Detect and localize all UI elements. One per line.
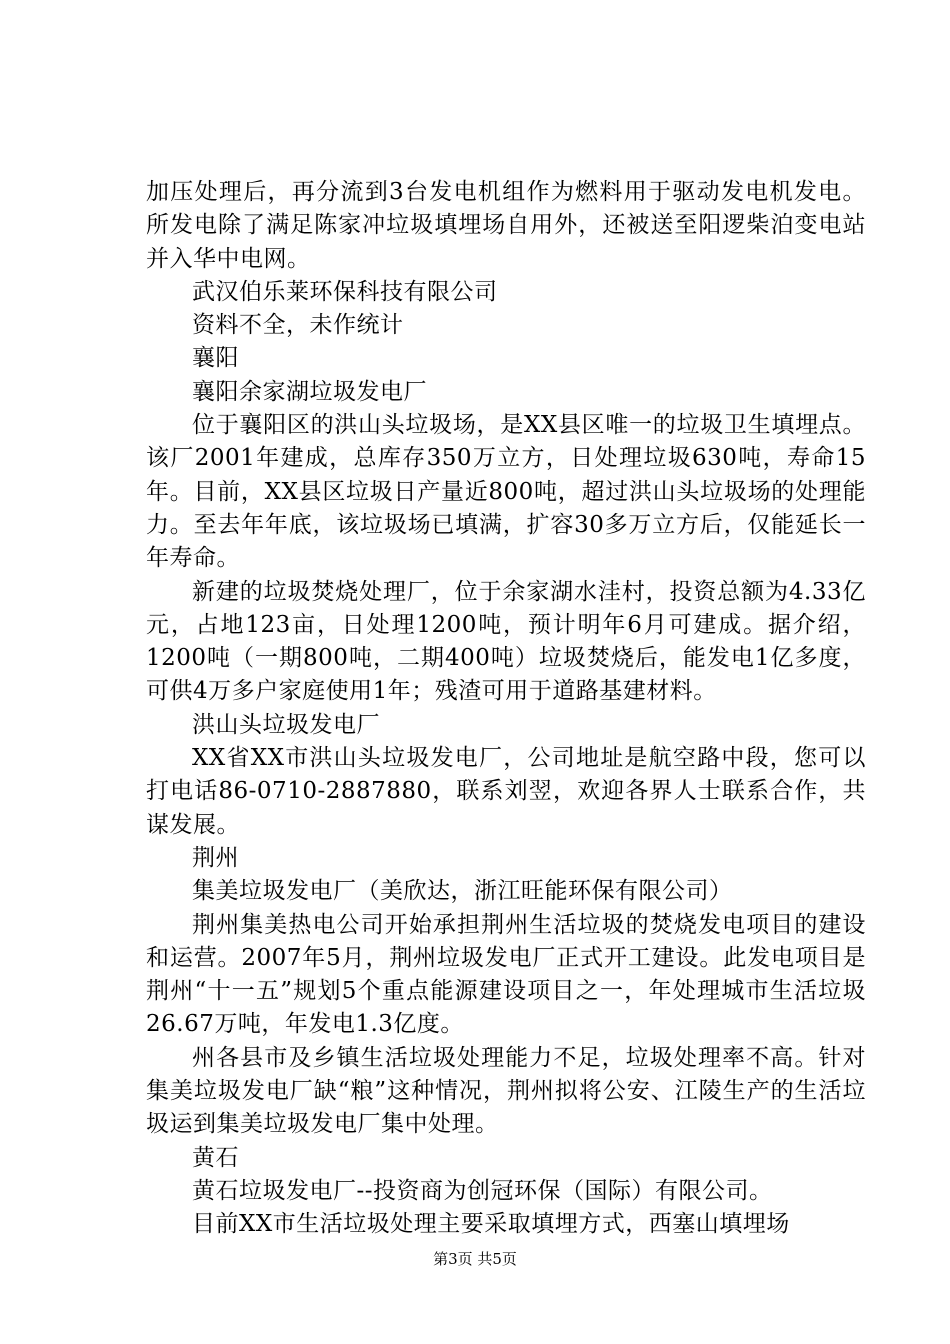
paragraph: XX省XX市洪山头垃圾发电厂，公司地址是航空路中段，您可以打电话86-0710-2887880，联系刘翌，欢迎各界人士联系合作，共谋发展。 bbox=[146, 745, 866, 838]
paragraph: 位于襄阳区的洪山头垃圾场，是XX县区唯一的垃圾卫生填埋点。该厂2001年建成，总库存350万立方，日处理垃圾630吨，寿命15年。目前，XX县区垃圾日产量近800吨，超过洪山头垃圾场的处理能力。至去年年底，该垃圾场已填满，扩容30多万立方后，仅能延长一年寿命。 bbox=[146, 412, 866, 572]
paragraph: 武汉伯乐莱环保科技有限公司 bbox=[192, 278, 498, 305]
paragraph: 黄石 bbox=[192, 1144, 239, 1171]
page-footer: 第3页 共5页 bbox=[433, 1250, 517, 1268]
paragraph: 黄石垃圾发电厂--投资商为创冠环保（国际）有限公司。 bbox=[192, 1177, 773, 1204]
document-body bbox=[146, 176, 866, 1242]
paragraph: 加压处理后，再分流到3台发电机组作为燃料用于驱动发电机发电。所发电除了满足陈家冲垃圾填埋场自用外，还被送至阳逻柴泊变电站并入华中电网。 bbox=[146, 179, 866, 272]
paragraph: 州各县市及乡镇生活垃圾处理能力不足，垃圾处理率不高。针对集美垃圾发电厂缺“粮”这种情况，荆州拟将公安、江陵生产的生活垃圾运到集美垃圾发电厂集中处理。 bbox=[146, 1044, 866, 1138]
paragraph: 新建的垃圾焚烧处理厂，位于余家湖水洼村，投资总额为4.33亿元，占地123亩，日处理1200吨，预计明年6月可建成。据介绍，1200吨（一期800吨，二期400吨）垃圾焚烧后，能发电1亿多度，可供4万多户家庭使用1年；残渣可用于道路基建材料。 bbox=[146, 578, 866, 705]
paragraph: 资料不全，未作统计 bbox=[192, 312, 404, 339]
paragraph: 目前XX市生活垃圾处理主要采取填埋方式，西塞山填埋场 bbox=[192, 1211, 790, 1238]
paragraph: 集美垃圾发电厂（美欣达，浙江旺能环保有限公司） bbox=[192, 878, 733, 905]
paragraph: 荆州集美热电公司开始承担荆州生活垃圾的焚烧发电项目的建设和运营。2007年5月，荆州垃圾发电厂正式开工建设。此发电项目是荆州“十一五”规划5个重点能源建设项目之一，年处理城市生活垃圾26.67万吨，年发电1.3亿度。 bbox=[146, 911, 866, 1038]
paragraph: 襄阳余家湖垃圾发电厂 bbox=[192, 378, 427, 405]
paragraph: 荆州 bbox=[192, 844, 239, 871]
paragraph: 洪山头垃圾发电厂 bbox=[192, 711, 380, 738]
paragraph: 襄阳 bbox=[192, 345, 239, 372]
